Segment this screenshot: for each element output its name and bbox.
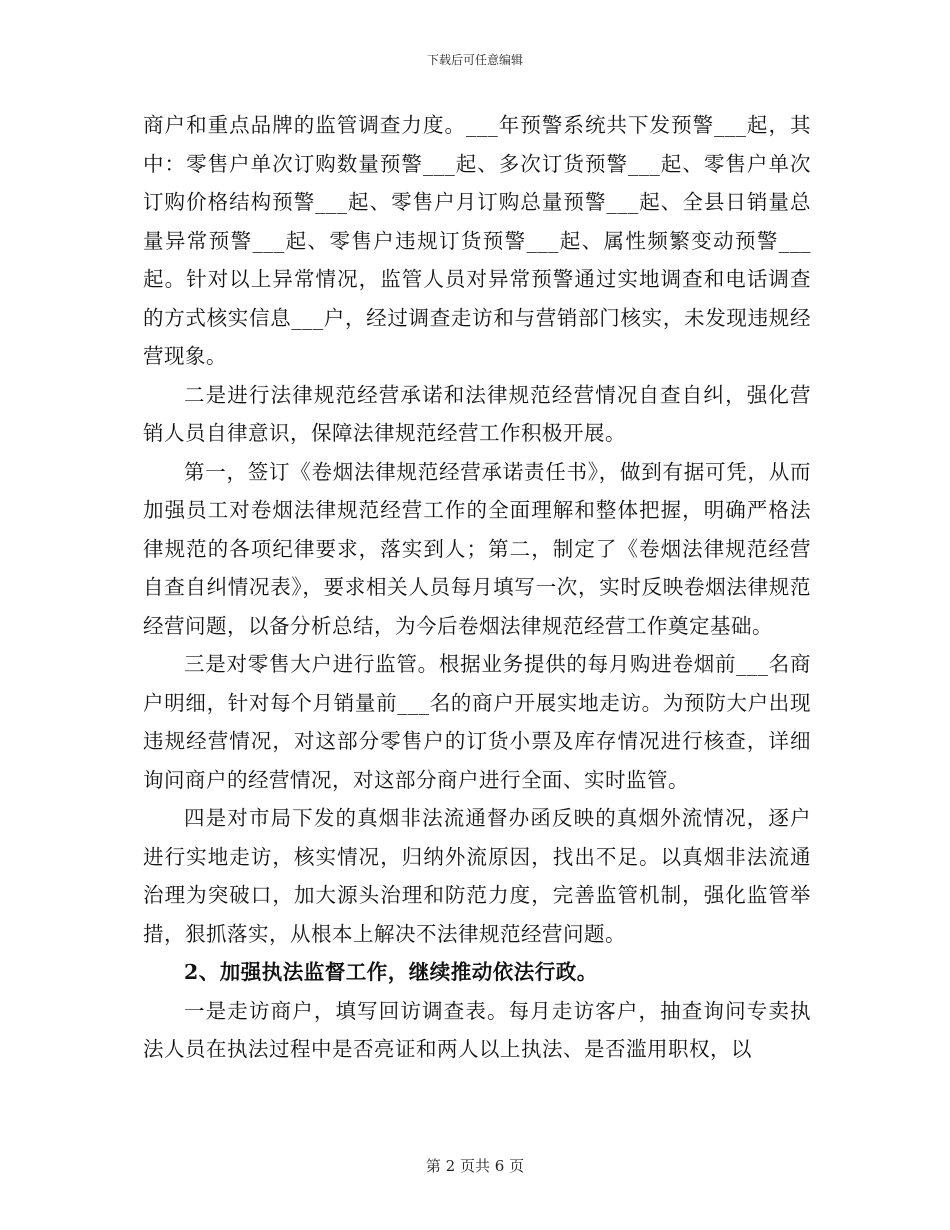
paragraph-self-inspection: 二是进行法律规范经营承诺和法律规范经营情况自查自纠，强化营销人员自律意识，保障法律规范经营工作积极开展。 [143,382,811,445]
paragraph-outflow: 四是对市局下发的真烟非法流通督办函反映的真烟外流情况，逐户进行实地走访，核实情况，归纳外流原因，找出不足。以真烟非法流通治理为突破口，加大源头治理和防范力度，完善监管机制，强化监管举措，狠抓落实，从根本上解决不法律规范经营问题。 [143,806,811,946]
page-footer: 第 2 页共 6 页 [425,1157,525,1175]
paragraph-large-retailers: 三是对零售大户进行监管。根据业务提供的每月购进卷烟前___名商户明细，针对每个月销量前___名的商户开展实地走访。为预防大户出现违规经营情况，对这部分零售户的订货小票及库存情况进行核查，详细询问商户的经营情况，对这部分商户进行全面、实时监管。 [143,652,811,792]
section-heading: 2、加强执法监督工作，继续推动依法行政。 [184,960,598,984]
paragraph-continuation: 商户和重点品牌的监管调查力度。___年预警系统共下发预警___起，其中：零售户单次订购数量预警___起、多次订货预警___起、零售户单次订购价格结构预警___起、零售户月订购总量预警___起、全县日销量总量异常预警___起、零售户违规订货预警___起、属性频繁变动预警___起。针对以上异常情况，监管人员对异常预警通过实地调查和电话调查的方式核实信息___户，经过调查走访和与营销部门核实，未发现违规经营现象。 [143,113,811,368]
document-body [143,106,811,1069]
page-header: 下载后可任意编辑 [426,53,523,67]
paragraph-visits: 一是走访商户，填写回访调查表。每月走访客户，抽查询问专卖执法人员在执法过程中是否亮证和两人以上执法、是否滥用职权，以 [143,998,811,1061]
paragraph-commitment: 第一，签订《卷烟法律规范经营承诺责任书》，做到有据可凭，从而加强员工对卷烟法律规范经营工作的全面理解和整体把握，明确严格法律规范的各项纪律要求，落实到人；第二，制定了《卷烟法律规范经营自查自纠情况表》，要求相关人员每月填写一次，实时反映卷烟法律规范经营问题，以备分析总结，为今后卷烟法律规范经营工作奠定基础。 [143,459,811,638]
